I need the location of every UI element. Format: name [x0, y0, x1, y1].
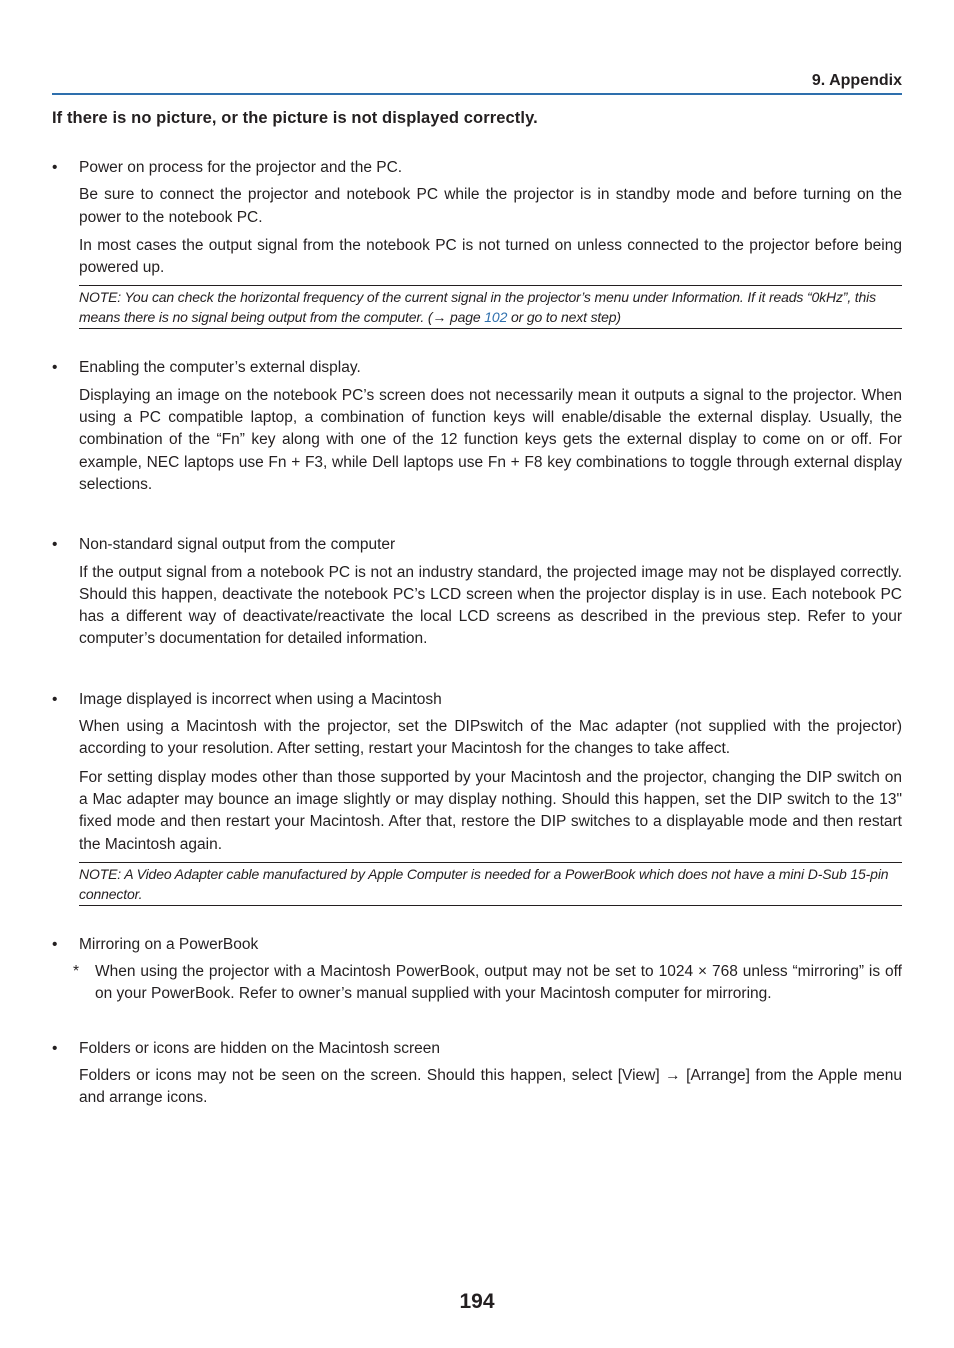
- item-power-on: [52, 157, 902, 329]
- bullet-heading: [52, 689, 902, 711]
- heading-text: Mirroring on a PowerBook: [79, 935, 259, 953]
- heading-text: Image displayed is incorrect when using a Macintosh: [79, 690, 442, 708]
- heading-text: Folders or icons are hidden on the Macintosh screen: [79, 1039, 441, 1057]
- heading-text: Enabling the computer’s external display.: [79, 359, 361, 377]
- note-text: NOTE: You can check the horizontal frequency of the current signal in the projector’s menu under Information. If it reads “0kHz”, this means there is no signal being output from the computer. (→ page: [79, 289, 876, 326]
- note-box: NOTE: A Video Adapter cable manufactured by Apple Computer is needed for a PowerBook which does not have a mini D-Sub 15-pin connector.: [79, 862, 902, 906]
- bullet-icon: •: [52, 1039, 58, 1057]
- bullet-heading: [52, 1038, 902, 1060]
- item-hidden-folders: [52, 1038, 902, 1110]
- heading-text: Power on process for the projector and the PC.: [79, 159, 403, 176]
- note-text-end: or go to next step): [507, 309, 621, 326]
- bullet-icon: •: [52, 536, 58, 554]
- note-box: [79, 285, 902, 329]
- bullet-icon: •: [52, 690, 58, 708]
- bullet-icon: •: [52, 359, 58, 377]
- paragraph: Be sure to connect the projector and notebook PC while the projector is in standby mode and before turning on the power to the notebook PC.: [79, 186, 902, 226]
- sub-note: [52, 961, 902, 1006]
- paragraph: When using a Macintosh with the projector, set the DIPswitch of the Mac adapter (not supplied with the projector) according to your resolution. After setting, restart your Macintosh for the changes to take affect.: [79, 718, 902, 758]
- paragraph: If the output signal from a notebook PC is not an industry standard, the projected image may not be displayed correctly. Should this happen, deactivate the notebook PC’s LCD screen when the projector display is in use. Each notebook PC has a different way of deactivate/reactivate the local LCD screens as described in the previous step. Refer to your computer’s documentation for detailed information.: [79, 563, 902, 648]
- item-macintosh-image: [52, 689, 902, 906]
- bullet-icon: •: [52, 935, 58, 953]
- bullet-icon: •: [52, 159, 58, 176]
- section-title: If there is no picture, or the picture is not displayed correctly.: [52, 109, 538, 127]
- heading-text: Non-standard signal output from the computer: [79, 536, 396, 554]
- bullet-heading: [52, 934, 902, 956]
- item-non-standard-signal: [52, 534, 902, 650]
- header-rule: [52, 93, 902, 95]
- item-mirroring: [52, 934, 902, 1006]
- bullet-heading: [52, 357, 902, 379]
- paragraph: Folders or icons may not be seen on the screen. Should this happen, select [View] → [Arrange] from the Apple menu and arrange icons.: [79, 1067, 902, 1107]
- page-link[interactable]: 102: [484, 309, 508, 326]
- paragraph: In most cases the output signal from the notebook PC is not turned on unless connected to the projector before being powered up.: [79, 236, 902, 277]
- page-number: 194: [459, 1290, 495, 1313]
- asterisk-icon: *: [73, 963, 80, 981]
- content: [52, 157, 902, 1116]
- sub-note-text: When using the projector with a Macintosh PowerBook, output may not be set to 1024 × 768 unless “mirroring” is off on your PowerBook. Refer to owner’s manual supplied with your Macintosh computer for mirroring.: [95, 963, 902, 1003]
- bullet-heading: [52, 534, 902, 556]
- paragraph: Displaying an image on the notebook PC’s screen does not necessarily mean it outputs a signal to the projector. When using a PC compatible laptop, a combination of function keys will enable/disable the external display. Usually, the combination of the “Fn” key along with one of the 12 function keys gets the external display to come on or off. For example, NEC laptops use Fn + F3, while Dell laptops use Fn + F8 key combinations to toggle through external display selections.: [79, 386, 902, 493]
- paragraph: For setting display modes other than those supported by your Macintosh and the projector, changing the DIP switch on a Mac adapter may bounce an image slightly or may display nothing. Should this happen, set the DIP switch to the 13" fixed mode and then restart your Macintosh. After that, restore the DIP switches to a displayable mode and then restart the Macintosh again.: [79, 768, 902, 853]
- item-external-display: [52, 357, 902, 496]
- chapter-header: 9. Appendix: [811, 72, 902, 89]
- bullet-heading: [52, 157, 902, 179]
